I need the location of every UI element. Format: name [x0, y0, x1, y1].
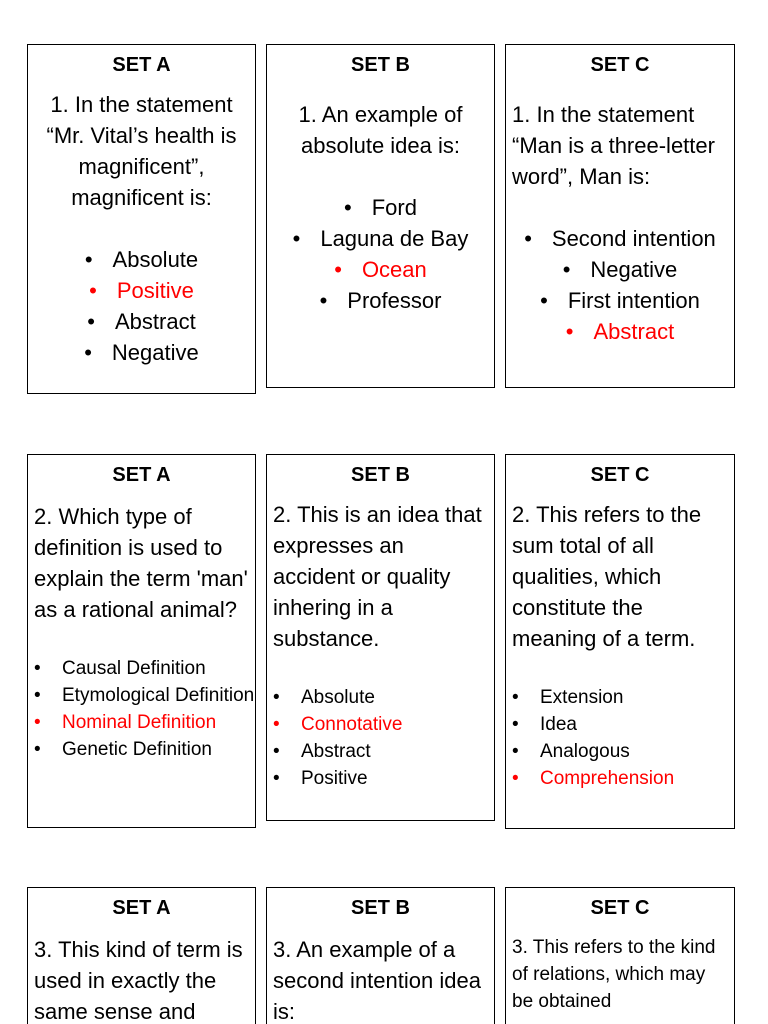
option-answer: • Nominal Definition	[34, 709, 255, 736]
option: • Abstract	[28, 306, 255, 337]
question-text: 3. This kind of term is used in exactly the same sense and	[34, 937, 243, 1024]
card-row3-set-c	[505, 887, 735, 1024]
options-list	[267, 684, 494, 792]
option-answer: • Abstract	[506, 316, 734, 347]
question-text: 1. An example of absolute idea is:	[298, 102, 463, 158]
option: • Idea	[512, 711, 734, 738]
options-list	[267, 192, 494, 316]
options-list	[28, 655, 255, 763]
option: • Negative	[506, 254, 734, 285]
option: • Absolute	[273, 684, 494, 711]
option: • Abstract	[273, 738, 494, 765]
option: • Negative	[28, 337, 255, 368]
card-row3-set-b	[266, 887, 495, 1024]
card-row1-set-a	[27, 44, 256, 394]
card-row1-set-b	[266, 44, 495, 388]
option-answer: • Comprehension	[512, 765, 734, 792]
question-text: 1. In the statement “Mr. Vital’s health is magnificent”, magnificent is:	[46, 92, 237, 210]
option: • Causal Definition	[34, 655, 255, 682]
option: • Genetic Definition	[34, 736, 255, 763]
set-title: SET B	[351, 464, 410, 486]
set-title: SET C	[590, 464, 650, 486]
set-title: SET A	[112, 464, 171, 486]
option: • First intention	[506, 285, 734, 316]
option: • Etymological Definition	[34, 682, 255, 709]
options-list	[506, 684, 734, 792]
card-row3-set-a	[27, 887, 256, 1024]
option: • Extension	[512, 684, 734, 711]
option-answer: • Ocean	[267, 254, 494, 285]
question-text: 2. This refers to the sum total of all qualities, which constitute the meaning of a term.	[512, 502, 702, 651]
options-list	[506, 223, 734, 347]
question-text: 2. Which type of definition is used to explain the term 'man' as a rational animal?	[34, 504, 248, 622]
card-row2-set-a	[27, 454, 256, 828]
question-text: 3. An example of a second intention idea is:	[273, 937, 481, 1024]
card-row2-set-c	[505, 454, 735, 829]
option: • Laguna de Bay	[267, 223, 494, 254]
set-title: SET A	[112, 897, 171, 919]
option: • Positive	[273, 765, 494, 792]
option: • Analogous	[512, 738, 734, 765]
set-title: SET C	[590, 54, 650, 76]
option-answer: • Connotative	[273, 711, 494, 738]
card-row2-set-b	[266, 454, 495, 821]
option: • Professor	[267, 285, 494, 316]
set-title: SET A	[112, 54, 171, 76]
option-answer: • Positive	[28, 275, 255, 306]
option: • Second intention	[506, 223, 734, 254]
set-title: SET B	[351, 54, 410, 76]
options-list	[28, 244, 255, 368]
card-row1-set-c	[505, 44, 735, 388]
option: • Absolute	[28, 244, 255, 275]
option: • Ford	[267, 192, 494, 223]
question-text: 3. This refers to the kind of relations, which may be obtained	[512, 937, 716, 1012]
question-text: 1. In the statement “Man is a three-letter word”, Man is:	[512, 102, 715, 189]
set-title: SET B	[351, 897, 410, 919]
question-text: 2. This is an idea that expresses an accident or quality inhering in a substance.	[273, 502, 482, 651]
set-title: SET C	[590, 897, 650, 919]
